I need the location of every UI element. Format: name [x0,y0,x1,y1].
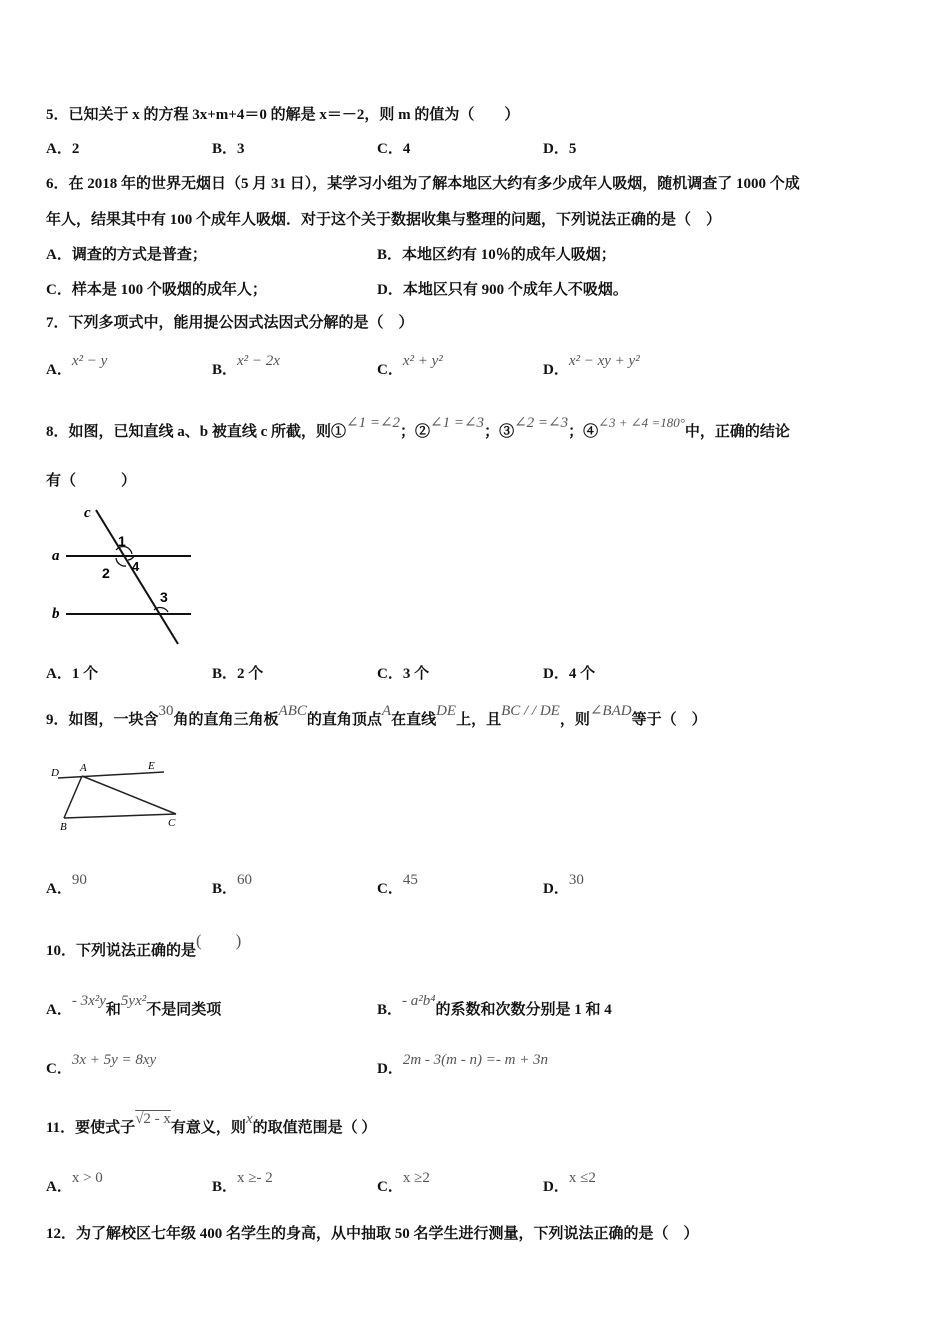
q7-expr-b: x² − 2x [237,353,280,369]
q7-expr-a: x² − y [71,353,108,369]
q9-angle-bad: ∠BAD [589,703,632,719]
label-d: D [51,767,59,779]
q11-expr-b: x ≥- 2 [237,1170,273,1186]
q11-stem-a: 11．要使式子 [46,1120,136,1136]
q10-b-term: - a²b⁴ [402,993,436,1009]
label-angle-1: 1 [118,533,126,549]
label-e: E [148,760,155,772]
q9-stem-d: 在直线 [391,712,437,728]
option-label: D． [543,881,569,897]
side-ab [64,776,82,818]
q8-statement-3: ∠2 =∠3 [514,415,569,431]
q11-stem [46,1111,377,1137]
q8-stem-a: 8．如图，已知直线 a、b 被直线 c 所截，则① [46,424,347,440]
q10-stem-text: 10．下列说法正确的是 [46,943,197,959]
option-label: C． [46,1061,72,1077]
option-label: C． [377,881,403,897]
q10-option-a [46,993,222,1019]
q9-stem-a: 9．如图，一块含 [46,712,159,728]
q10-paren: ( ) [196,931,242,950]
option-label: C． [377,362,403,378]
side-ac [82,776,176,814]
q11-expr-a: x > 0 [71,1170,103,1186]
q11-option-b [212,1170,273,1196]
q9-option-a [46,872,87,898]
q9-line-de: DE [436,703,457,719]
option-label: D． [543,1179,569,1195]
q7-option-b [212,353,280,379]
option-label: A． [46,881,72,897]
q9-value-b: 60 [237,872,253,888]
q6-option-d: D．本地区只有 900 个成年人不吸烟。 [377,282,628,298]
q8-sep-2: ；③ [484,424,515,440]
q6-option-a: A．调查的方式是普查； [46,247,207,263]
option-label: D． [543,362,569,378]
label-a: A [80,762,87,774]
option-label: B． [212,362,238,378]
q7-stem: 7．下列多项式中，能用提公因式法因式分解的是（ ） [46,315,414,331]
line-de [58,772,164,778]
q9-value-d: 30 [568,872,584,888]
label-c: C [168,817,176,829]
q10-c-expr: 3x + 5y = 8xy [71,1052,157,1068]
q8-option-a: A．1 个 [46,666,99,682]
label-angle-2: 2 [102,565,110,581]
label-c: c [84,505,91,521]
q9-vertex-a: A [381,703,392,719]
label-b: b [52,606,60,622]
q6-stem-line2: 年人，结果其中有 100 个成年人吸烟．对于这个关于数据收集与整理的问题，下列说法正确的是（ ） [46,212,722,228]
q9-stem-c: 的直角顶点 [306,712,382,728]
q8-parallel-lines-figure [46,498,196,648]
q7-expr-c: x² + y² [402,353,443,369]
q9-triangle-figure [46,756,196,836]
q10-b-text: 的系数和次数分别是 1 和 4 [435,1002,612,1018]
q5-stem: 5．已知关于 x 的方程 3x+m+4＝0 的解是 x＝－2，则 m 的值为（ ） [46,107,520,123]
option-label: A． [46,362,72,378]
q5-option-a: A．2 [46,141,80,157]
option-label: A． [46,1179,72,1195]
q10-d-expr: 2m - 3(m - n) =- m + 3n [402,1052,549,1068]
q7-expr-d: x² − xy + y² [568,353,640,369]
q9-value-c: 45 [402,872,418,888]
angle-2-arc [116,558,126,566]
option-label: D． [377,1061,403,1077]
q9-parallel-condition: BC / / DE [501,703,560,719]
q10-a-and: 和 [105,1002,121,1018]
q5-option-c: C．4 [377,141,411,157]
q10-option-b [377,993,612,1019]
q6-option-b: B．本地区约有 10％的成年人吸烟； [377,247,616,263]
q9-stem [46,703,707,729]
q8-statement-1: ∠1 =∠2 [346,415,401,431]
q9-stem-e: 上，且 [456,712,502,728]
label-b: B [60,821,67,833]
option-label: C． [377,1179,403,1195]
q10-a-term2: 5yx² [120,993,147,1009]
q11-variable-x: x [245,1111,253,1127]
q11-expr-d: x ≤2 [568,1170,596,1186]
q11-expr-c: x ≥2 [402,1170,430,1186]
q8-sep-1: ；② [400,424,431,440]
q6-stem-line1: 6．在 2018 年的世界无烟日（5 月 31 日），某学习小组为了解本地区大约有多少成年人吸烟，随机调查了 1000 个成 [46,176,800,192]
q8-stem-line2: 有（ ） [46,473,137,489]
q5-option-b: B．3 [212,141,245,157]
label-angle-4: 4 [132,559,140,574]
q9-value-a: 90 [71,872,87,888]
q10-option-d [377,1052,549,1078]
q8-statement-2: ∠1 =∠3 [430,415,485,431]
q8-option-d: D．4 个 [543,666,596,682]
option-label: B． [377,1002,403,1018]
q7-option-c [377,353,443,379]
q7-option-a [46,353,108,379]
q8-stem [46,415,790,441]
q11-stem-b: 有意义，则 [170,1120,246,1136]
q11-sqrt-expr: √2 - x [135,1111,171,1127]
q10-a-term1: - 3x²y [71,993,106,1009]
q8-option-b: B．2 个 [212,666,264,682]
q9-stem-b: 角的直角三角板 [173,712,279,728]
option-label: B． [212,1179,238,1195]
q10-a-text: 不是同类项 [146,1002,222,1018]
q9-stem-g: 等于（ ） [631,712,707,728]
q8-stem-b: 中，正确的结论 [684,424,790,440]
q8-sep-3: ；④ [568,424,599,440]
q8-option-c: C．3 个 [377,666,430,682]
q11-option-d [543,1170,596,1196]
option-label: A． [46,1002,72,1018]
q9-stem-f: ，则 [559,712,590,728]
q9-option-d [543,872,584,898]
q10-stem [46,931,242,960]
q11-stem-c: 的取值范围是（ ） [252,1120,377,1136]
q7-option-d [543,353,640,379]
q9-angle-30: 30 [158,703,174,719]
q6-option-c: C．样本是 100 个吸烟的成年人； [46,282,267,298]
label-a: a [52,548,60,564]
q9-option-c [377,872,418,898]
q11-option-a [46,1170,103,1196]
q9-option-b [212,872,253,898]
q8-statement-4: ∠3 + ∠4 =180° [598,415,685,430]
q9-triangle-abc: ABC [278,703,307,719]
q10-option-c [46,1052,157,1078]
q12-stem: 12．为了解校区七年级 400 名学生的身高，从中抽取 50 名学生进行测量，下列说法正确的是（ ） [46,1226,699,1242]
q11-option-c [377,1170,430,1196]
side-bc [64,814,176,818]
q5-option-d: D．5 [543,141,577,157]
option-label: B． [212,881,238,897]
label-angle-3: 3 [160,589,168,605]
